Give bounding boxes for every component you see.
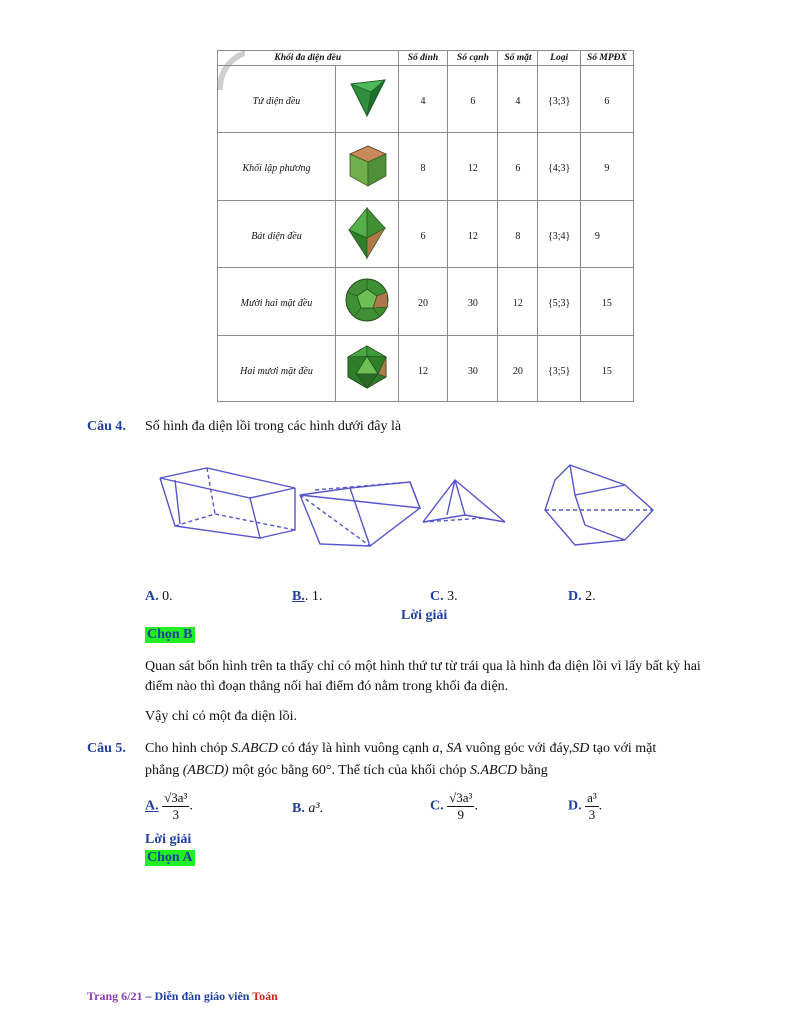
row-faces: 20 bbox=[498, 335, 538, 401]
q4-option-c: C. 3. bbox=[430, 589, 458, 604]
q4-solution-heading: Lời giải bbox=[401, 608, 448, 623]
row-planes: 15 bbox=[580, 268, 633, 335]
row-faces: 8 bbox=[498, 200, 538, 267]
row-name: Mười hai mặt đều bbox=[218, 268, 336, 335]
row-vertices: 12 bbox=[398, 335, 448, 401]
q4-option-b: B.. 1. bbox=[292, 589, 323, 604]
q5-option-d: D. $\frac{\text{a³}}{3}$ . bbox=[568, 790, 603, 822]
header-edges: Số cạnh bbox=[448, 51, 498, 66]
row-name: Hai mươi mặt đều bbox=[218, 335, 336, 401]
figure-4-polyhedron bbox=[545, 465, 653, 545]
row-planes: 15 bbox=[580, 335, 633, 401]
header-planes: Số MPĐX bbox=[580, 51, 633, 66]
row-vertices: 20 bbox=[398, 268, 448, 335]
q5-choice: Chọn A bbox=[147, 850, 193, 865]
figure-1-prism bbox=[160, 468, 295, 538]
table-row bbox=[218, 133, 634, 200]
q5-option-c: C. $\frac{\text{√3a³}}{9}$ . bbox=[430, 790, 478, 822]
q4-figures bbox=[155, 460, 665, 555]
cube-icon bbox=[335, 133, 398, 200]
row-name: Bát diện đều bbox=[218, 200, 336, 267]
table-row bbox=[218, 268, 634, 335]
figure-2-prism bbox=[300, 482, 420, 546]
dodecahedron-icon bbox=[335, 268, 398, 335]
row-planes: 9 bbox=[580, 133, 633, 200]
row-name: Khối lập phương bbox=[218, 133, 336, 200]
table-row bbox=[218, 200, 634, 267]
row-type: {3;4} bbox=[538, 200, 580, 267]
row-planes: 9 bbox=[580, 200, 633, 267]
row-planes: 6 bbox=[580, 66, 633, 133]
q4-option-d: D. 2. bbox=[568, 589, 596, 604]
q4-explanation: Quan sát bốn hình trên ta thấy chỉ có một hình thứ tư từ trái qua là hình đa diện lồi vì lấy bất kỳ hai điểm nào thì đoạn thẳng nối hai điểm đó nằm trong khối đa diện. bbox=[145, 659, 701, 694]
polyhedra-table bbox=[217, 50, 634, 402]
header-vertices: Số đỉnh bbox=[398, 51, 448, 66]
row-vertices: 4 bbox=[398, 66, 448, 133]
q5-option-b: B. a³. bbox=[292, 801, 324, 816]
q4-conclusion: Vậy chỉ có một đa diện lồi. bbox=[145, 709, 298, 724]
row-type: {5;3} bbox=[538, 268, 580, 335]
table-header-row bbox=[218, 51, 634, 66]
row-faces: 6 bbox=[498, 133, 538, 200]
table-row bbox=[218, 335, 634, 401]
octahedron-icon bbox=[335, 200, 398, 267]
row-faces: 4 bbox=[498, 66, 538, 133]
q4-choice: Chọn B bbox=[147, 627, 193, 642]
row-name: Tứ diện đều bbox=[218, 66, 336, 133]
q5-line-1: Cho hình chóp S.ABCD có đáy là hình vuông cạnh a, SA vuông góc với đáy,SD tạo với mặt bbox=[145, 741, 657, 756]
row-type: {3;5} bbox=[538, 335, 580, 401]
row-type: {4;3} bbox=[538, 133, 580, 200]
row-edges: 12 bbox=[448, 200, 498, 267]
row-vertices: 8 bbox=[398, 133, 448, 200]
row-faces: 12 bbox=[498, 268, 538, 335]
q4-text: Số hình đa diện lồi trong các hình dưới đây là bbox=[145, 419, 402, 434]
page-footer: Trang 6/21 – Diễn đàn giáo viên Toán bbox=[87, 989, 278, 1003]
q5-solution-heading: Lời giải bbox=[145, 832, 192, 847]
header-faces: Số mặt bbox=[498, 51, 538, 66]
header-name: Khối đa diện đều bbox=[218, 51, 399, 66]
q5-label: Câu 5. bbox=[87, 741, 126, 756]
q4-option-a: A. 0. bbox=[145, 589, 173, 604]
tetrahedron-icon bbox=[335, 66, 398, 133]
figure-3-pyramid bbox=[423, 480, 505, 522]
row-vertices: 6 bbox=[398, 200, 448, 267]
q5-option-a: A. $\frac{\text{√3a³}}{3}$ . bbox=[145, 790, 193, 822]
row-type: {3;3} bbox=[538, 66, 580, 133]
q4-label: Câu 4. bbox=[87, 419, 126, 434]
row-edges: 6 bbox=[448, 66, 498, 133]
row-edges: 30 bbox=[448, 268, 498, 335]
icosahedron-icon bbox=[335, 335, 398, 401]
q5-line-2: phẳng (ABCD) một góc bằng 60°. Thể tích của khối chóp S.ABCD bằng bbox=[145, 763, 548, 778]
header-type: Loại bbox=[538, 51, 580, 66]
row-edges: 12 bbox=[448, 133, 498, 200]
row-edges: 30 bbox=[448, 335, 498, 401]
table-row bbox=[218, 66, 634, 133]
